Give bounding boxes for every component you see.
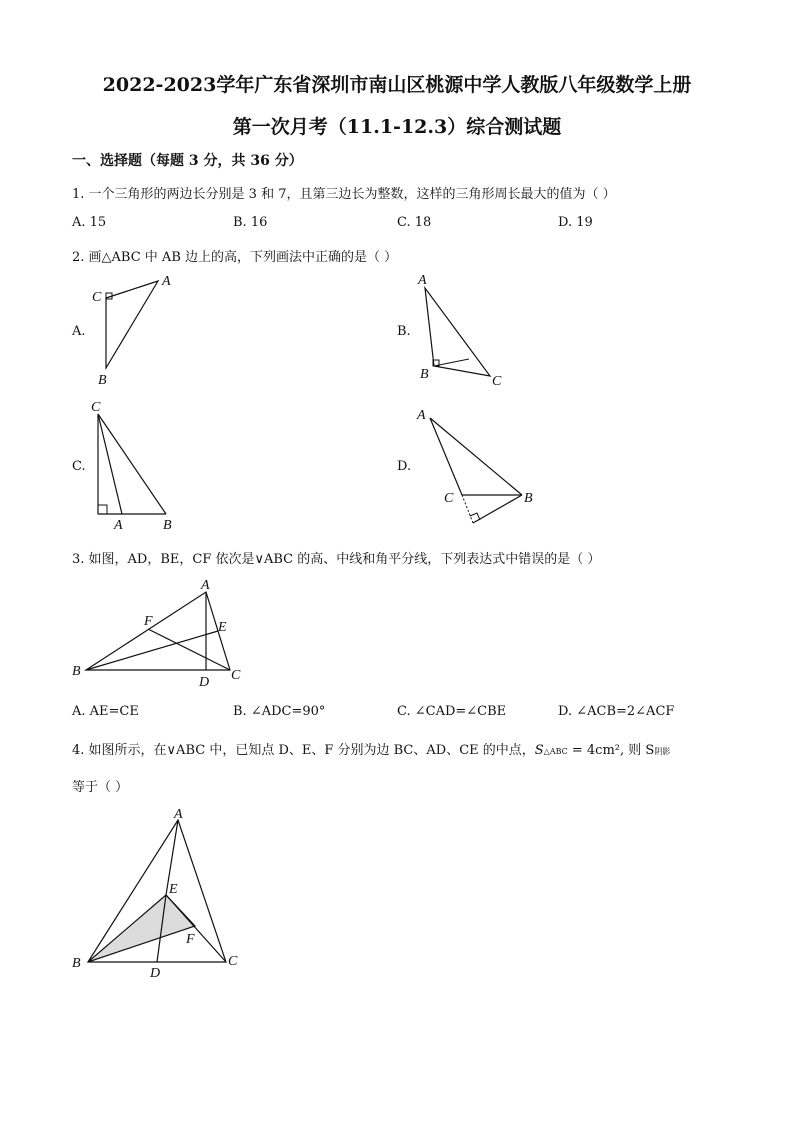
q2-option-b: B.: [397, 324, 411, 339]
fig-d-label-a: A: [417, 408, 426, 423]
q3-label-a: A: [201, 578, 210, 593]
q2-figure-b: [410, 268, 520, 393]
q4-label-d: D: [150, 966, 161, 981]
q3-option-a: A. AE=CE: [72, 704, 139, 719]
q4-label-c: C: [228, 954, 238, 969]
fig-a-label-a: A: [162, 274, 171, 289]
fig-c-label-c: C: [91, 400, 101, 415]
q4-s-symbol: S: [534, 743, 544, 758]
q3-option-b: B. ∠ADC=90°: [233, 704, 326, 719]
q4-label-e: E: [169, 882, 178, 897]
q4-label-b: B: [72, 956, 81, 971]
q3-label-f: F: [144, 614, 153, 629]
fig-b-label-a: A: [418, 273, 427, 288]
doc-title-line1: 2022-2023学年广东省深圳市南山区桃源中学人教版八年级数学上册: [102, 74, 692, 96]
q1-option-d: D. 19: [558, 215, 593, 230]
question-2-text: 2. 画△ABC 中 AB 边上的高，下列画法中正确的是（ ）: [72, 250, 398, 265]
q2-option-c: C.: [72, 459, 86, 474]
q4-label-f: F: [186, 932, 195, 947]
q3-label-b: B: [72, 664, 81, 679]
q4-s-subscript: △ABC: [543, 747, 568, 756]
fig-b-label-b: B: [420, 367, 429, 382]
q3-figure: [66, 572, 256, 692]
q4-figure: [66, 802, 256, 982]
q3-label-c: C: [231, 668, 241, 683]
section-heading: 一、选择题（每题 3 分，共 36 分）: [72, 153, 303, 169]
q2-figure-d: [410, 400, 540, 530]
q2-figure-a: [84, 268, 194, 388]
q1-option-a: A. 15: [72, 215, 107, 230]
q3-label-e: E: [218, 620, 227, 635]
fig-c-label-b: B: [163, 518, 172, 533]
q3-label-d: D: [199, 675, 210, 690]
q4-s-subscript-shaded: 阴影: [654, 747, 671, 756]
fig-a-label-b: B: [98, 373, 107, 388]
fig-d-label-c: C: [444, 491, 454, 506]
q1-option-b: B. 16: [233, 215, 268, 230]
fig-a-label-c: C: [92, 290, 102, 305]
fig-b-label-c: C: [492, 374, 502, 389]
q3-option-d: D. ∠ACB=2∠ACF: [558, 704, 675, 719]
q4-label-a: A: [174, 807, 183, 822]
q2-option-a: A.: [72, 324, 86, 339]
doc-title-line2: 第一次月考（11.1-12.3）综合测试题: [232, 116, 562, 138]
question-4-line2: 等于（ ）: [72, 780, 129, 795]
q2-option-d: D.: [397, 459, 412, 474]
q2-figure-c: [84, 396, 194, 536]
q3-option-c: C. ∠CAD=∠CBE: [397, 704, 507, 719]
q4-equation: = 4cm², 则 S: [567, 743, 655, 758]
fig-d-label-b: B: [524, 491, 533, 506]
q1-option-c: C. 18: [397, 215, 432, 230]
q4-text-part1: 4. 如图所示，在∨ABC 中，已知点 D、E、F 分别为边 BC、AD、CE 的中点，: [72, 743, 535, 758]
question-3-text: 3. 如图，AD，BE，CF 依次是∨ABC 的高、中线和角平分线，下列表达式中错误的是（ ）: [72, 552, 601, 567]
question-4-text: [72, 739, 670, 758]
question-1-text: 1. 一个三角形的两边长分别是 3 和 7，且第三边长为整数，这样的三角形周长最大的值为（ ）: [72, 187, 616, 202]
fig-c-label-a: A: [114, 518, 123, 533]
